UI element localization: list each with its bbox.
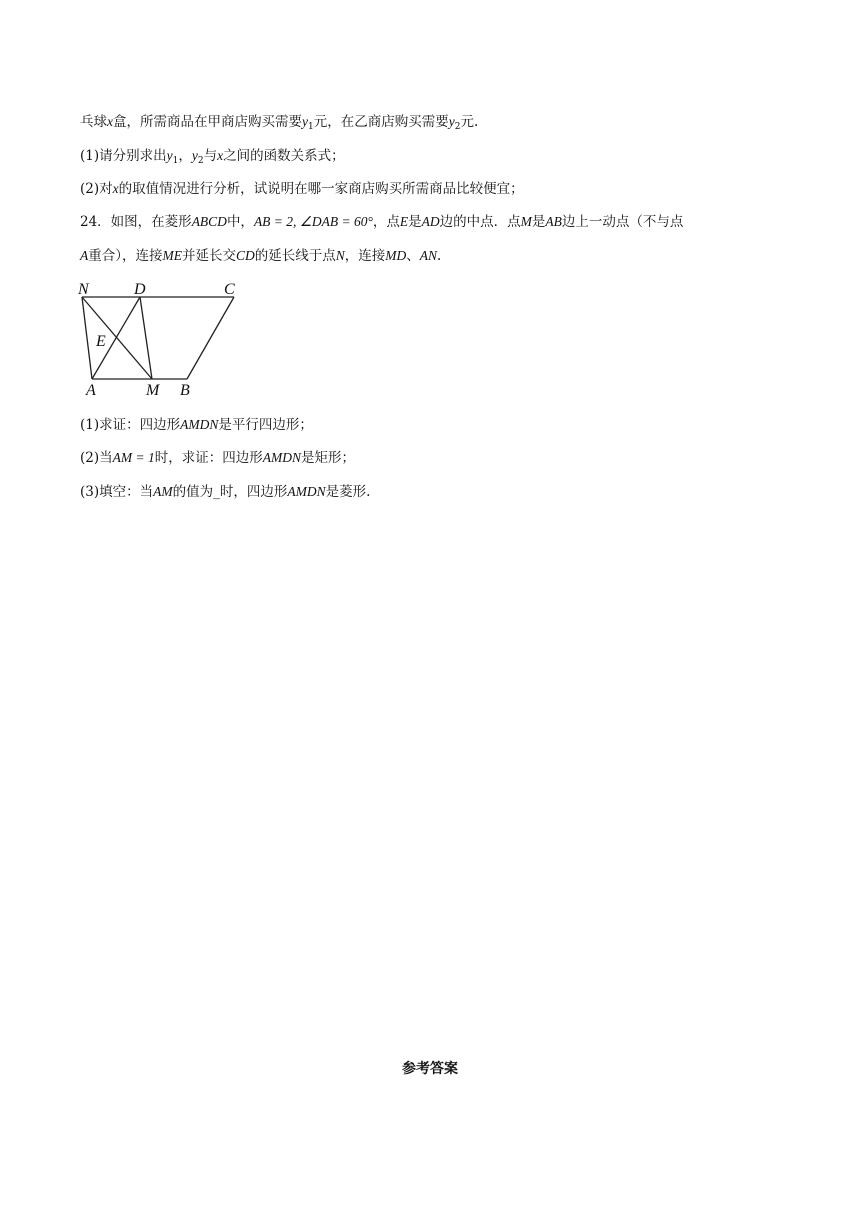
q23-part-1: (1)请分别求出$y_1$，$y_2$与x之间的函数关系式； <box>80 148 345 166</box>
label-b: B <box>180 382 190 398</box>
q24-sub-1: (1)求证：四边形AMDN是平行四边形； <box>80 417 313 433</box>
q23-part-2: (2)对x的取值情况进行分析，试说明在哪一家商店购买所需商品比较便宜； <box>80 181 524 197</box>
rhombus-figure <box>76 278 248 398</box>
q24-sub-2: (2)当AM = 1时，求证：四边形AMDN是矩形； <box>80 450 355 466</box>
line-bc <box>187 297 234 379</box>
q23-line-1: 乓球x盒，所需商品在甲商店购买需要$y_1$元，在乙商店购买需要$y_2$元. <box>80 114 479 132</box>
answer-section-title: 参考答案 <box>402 1061 458 1077</box>
label-e: E <box>96 333 106 350</box>
q24-sub-3: (3)填空：当AM的值为_时，四边形AMDN是菱形. <box>80 484 371 500</box>
label-m: M <box>146 382 160 398</box>
line-na <box>82 297 92 379</box>
label-c: C <box>224 281 235 298</box>
label-a: A <box>86 382 96 398</box>
label-n: N <box>78 281 89 298</box>
q24-line-2: A重合），连接ME并延长交CD的延长线于点N，连接MD、AN. <box>80 248 442 264</box>
q24-line-1: 24．如图，在菱形ABCD中，AB = 2, ∠DAB = 60°，点E是AD边的中点．点M是AB边上一动点（不与点 <box>80 214 684 230</box>
label-d: D <box>134 281 146 298</box>
rhombus-diagram <box>76 278 248 398</box>
